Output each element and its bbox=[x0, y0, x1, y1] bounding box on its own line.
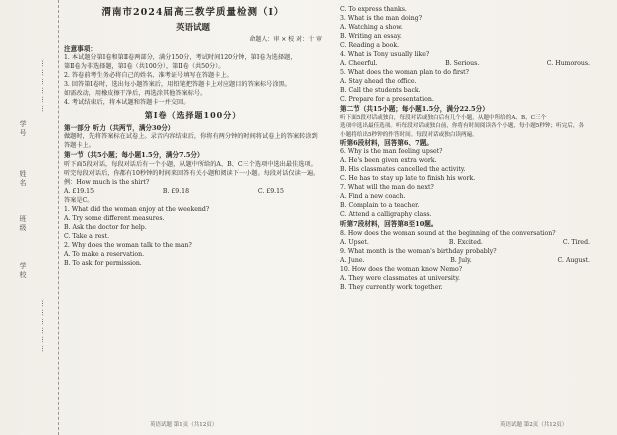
question-10: 10. How does the woman know Nemo? bbox=[340, 265, 463, 273]
sec1-header: 第一节（共5小题；每小题1.5分，满分7.5分） bbox=[64, 151, 204, 160]
option: C. Tired. bbox=[562, 238, 590, 246]
option: C. Humorous. bbox=[546, 59, 590, 67]
option: A. Upset. bbox=[340, 238, 369, 246]
binding-label-1: 学号 bbox=[19, 120, 27, 138]
sec2-note-line: 选项中选出最佳选项。听每段对话或独白前，你将有时间阅读各个小题，每小题5秒钟；听完后，各 bbox=[340, 123, 585, 130]
section-title: 第Ⅰ卷（选择题100分） bbox=[144, 110, 242, 121]
option: C. Take a rest. bbox=[64, 232, 110, 240]
option: A. To make a reservation. bbox=[64, 250, 145, 258]
notice-line: 第Ⅱ卷为非选择题，第Ⅰ卷（共100分），第Ⅱ卷（共50分）。 bbox=[64, 63, 225, 71]
sec2-note-line: 小题将给出5秒钟的作答时间。每段对话或独白读两遍。 bbox=[340, 131, 478, 138]
option: C. Reading a book. bbox=[340, 41, 400, 49]
option: A. He's been given extra work. bbox=[340, 157, 437, 165]
example-question: 例：How much is the shirt? bbox=[64, 178, 150, 186]
option: B. Complain to a teacher. bbox=[340, 202, 420, 210]
exam-subtitle: 英语试题 bbox=[175, 22, 210, 33]
question-1: 1. What did the woman enjoy at the weekend? bbox=[64, 205, 210, 213]
sec2-header: 第二节（共15小题；每小题1.5分，满分22.5分） bbox=[340, 104, 489, 113]
notice-line: 2. 答卷前考生务必将自己的姓名、准考证号填写在答题卡上。 bbox=[64, 72, 233, 80]
option: B. His classmates cancelled the activity. bbox=[340, 166, 466, 174]
option: C. £9.15 bbox=[257, 187, 284, 195]
exam-title: 渭南市2024届高三教学质量检测（Ⅰ） bbox=[101, 7, 285, 18]
option: A. Find a new coach. bbox=[340, 193, 406, 201]
option: A. They were classmates at university. bbox=[340, 274, 460, 282]
q9-options bbox=[340, 257, 590, 266]
notice-line: 如需改动，用橡皮擦干净后，再选涂其他答案标号。 bbox=[64, 90, 207, 98]
option: C. He has to stay up late to finish his work. bbox=[340, 175, 476, 183]
sec1-note: 听下面5段对话，每段对话后有一个小题，从题中所给的A、B、C三个选项中选出最佳选项。听完每段对话后，你都有10秒钟的时间来回答有关小题和阅读下一小题。每段对话仅读一遍。 bbox=[64, 160, 320, 177]
question-7: 7. What will the man do next? bbox=[340, 184, 434, 192]
option: C. Prepare for a presentation. bbox=[340, 95, 434, 103]
option: A. Watching a show. bbox=[340, 23, 403, 31]
q8-options bbox=[340, 239, 590, 248]
option: B. Call the students back. bbox=[340, 86, 421, 94]
part1-note: 做题时，先将答案标在试卷上。录音内容结束后，你将有两分钟的时间将试卷上的答案转涂到答题卡上。 bbox=[64, 133, 318, 150]
option: C. Attend a calligraphy class. bbox=[340, 211, 432, 219]
option: C. To express thanks. bbox=[340, 6, 407, 13]
option: A. June. bbox=[340, 256, 365, 264]
right-column bbox=[340, 6, 608, 293]
sec2-note-line: 听下面5段对话或独白，每段对话或独白后有几个小题，从题中所给的A、B、C三个 bbox=[340, 115, 547, 122]
option: B. To ask for permission. bbox=[64, 259, 142, 267]
option: B. Serious. bbox=[445, 59, 480, 67]
material-6-header: 听第6段材料，回答第6、7题。 bbox=[340, 138, 433, 147]
option: A. £19.15 bbox=[64, 187, 95, 195]
option: C. August. bbox=[557, 256, 590, 264]
notice-line: 4. 考试结束后，将本试题和答题卡一并交回。 bbox=[64, 99, 190, 107]
question-8: 8. How does the woman sound at the beginning of the conversation? bbox=[340, 229, 556, 237]
option: B. Writing an essay. bbox=[340, 32, 402, 40]
right-footer: 英语试题 第2页（共12页） bbox=[500, 422, 568, 428]
material-7-header: 听第7段材料，回答第8至10题。 bbox=[340, 220, 438, 229]
option: A. Stay ahead the office. bbox=[340, 77, 417, 85]
binding-label-3: 班级 bbox=[19, 215, 27, 233]
question-6: 6. Why is the man feeling upset? bbox=[340, 148, 443, 156]
notice-line: 1. 本试题分第Ⅰ卷和第Ⅱ卷两部分，满分150分，考试时间120分钟，第Ⅰ卷为选择题， bbox=[64, 54, 297, 62]
exam-meta: 命题人：审 × 校 对：十 审 bbox=[249, 36, 322, 44]
option: A. Cheerful. bbox=[340, 59, 378, 67]
option: B. Excited. bbox=[448, 238, 483, 246]
binding-label-2: 姓名 bbox=[19, 170, 27, 188]
left-footer: 英语试题 第1页（共12页） bbox=[150, 422, 218, 428]
question-2: 2. Why does the woman talk to the man? bbox=[64, 241, 192, 249]
question-4: 4. What is Tony usually like? bbox=[340, 50, 430, 58]
left-column bbox=[64, 6, 322, 269]
binding-label-4: 学校 bbox=[19, 262, 27, 280]
option: B. Ask the doctor for help. bbox=[64, 223, 147, 231]
notice-header: 注意事项： bbox=[64, 44, 97, 53]
notice-line: 3. 回答第Ⅰ卷时，选出每小题答案后，用铅笔把答题卡上对应题目的答案标号涂黑。 bbox=[64, 81, 291, 89]
question-5: 5. What does the woman plan to do first? bbox=[340, 68, 469, 76]
example-answer: 答案是C。 bbox=[64, 196, 94, 204]
option: B. They currently work together. bbox=[340, 283, 443, 291]
example-options bbox=[64, 188, 284, 197]
part1-header: 第一部分 听力（共两节，满分30分） bbox=[64, 123, 175, 132]
binding-margin bbox=[0, 0, 59, 435]
question-9: 9. What month is the woman's birthday probably? bbox=[340, 247, 497, 255]
binding-dashes-1: ……………… bbox=[40, 60, 48, 114]
option: B. £9.18 bbox=[162, 187, 190, 195]
q4-options bbox=[340, 60, 590, 69]
binding-dashes-2: ……………… bbox=[40, 300, 48, 354]
question-3: 3. What is the man doing? bbox=[340, 14, 423, 22]
option: B. July. bbox=[450, 256, 472, 264]
option: A. Try some different measures. bbox=[64, 214, 165, 222]
